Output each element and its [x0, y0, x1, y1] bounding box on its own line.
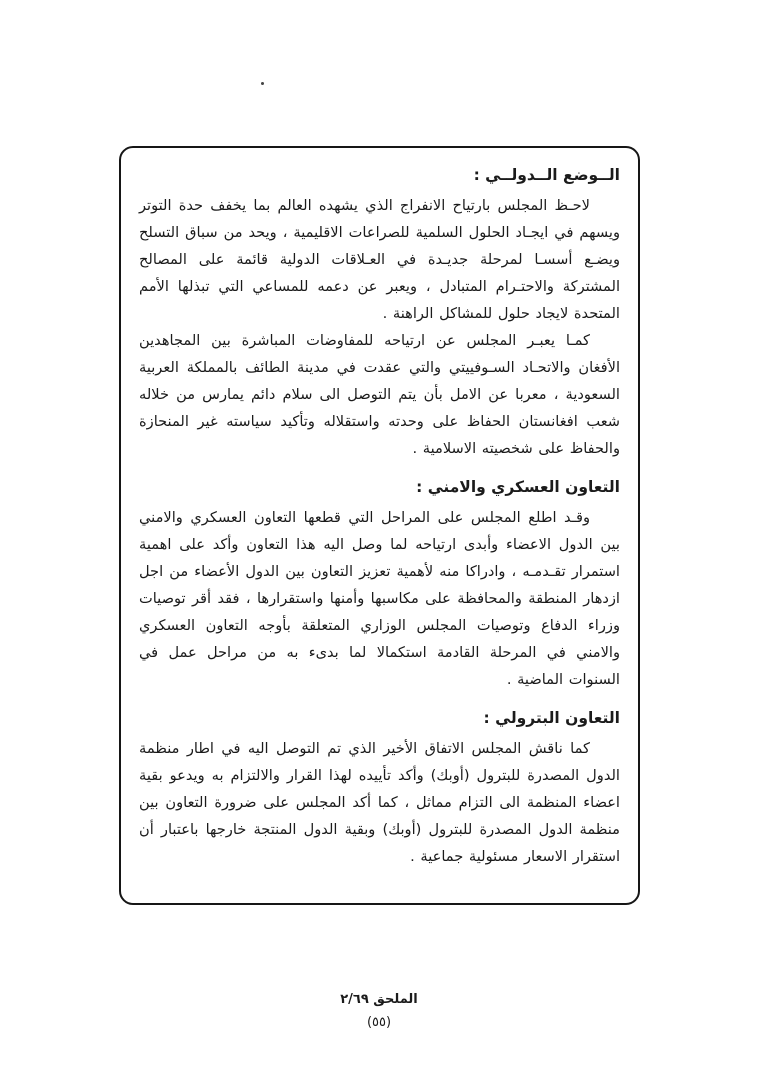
document-frame [119, 146, 640, 905]
paragraph: كما ناقش المجلس الاتفاق الأخير الذي تم التوصل اليه في اطار منظمة الدول المصدرة للبترول (أوبك) وأكد تأييده لهذا القرار والالتزام به ويدعو بقية اعضاء المنظمة الى التزام مماثل ، كما أكد المجلس على ضرورة التعاون بين منظمة الدول المصدرة للبترول (أوبك) وبقية الدول المنتجة خارجها باعتبار أن استقرار الاسعار مسئولية جماعية . [139, 740, 620, 865]
page-number: (٥٥) [366, 1015, 392, 1030]
section-petroleum-cooperation [139, 705, 620, 870]
paragraph: لاحـظ المجلس بارتياح الانفراج الذي يشهده العالم بما يخفف حدة التوتر ويسهم في ايجـاد الحلول السلمية للصراعات الاقليمية ، ويحد من سباق التسلح ويضـع أسسـا لمرحلة جديـدة في العـلاقات الدولية قائمة على المصالح المشتركة والاحتـرام المتبادل ، ويعبر عن دعمه للمساعي التي تبذلها الأمم المتحدة لايجاد حلول للمشاكل الراهنة . [139, 197, 620, 322]
scan-speck [261, 82, 264, 85]
section-heading-military-security: التعاون العسكري والامني : [416, 478, 620, 496]
section-military-security-cooperation [139, 474, 620, 693]
annex-label: الملحق ٢/٦٩ [340, 992, 418, 1007]
section-heading-petroleum: التعاون البترولي : [483, 709, 620, 727]
paragraph: كمـا يعبـر المجلس عن ارتياحه للمفاوضات المباشرة بين المجاهدين الأفغان والاتحـاد السـوفييتي والتي عقدت في مدينة الطائف بالمملكة العربية السعودية ، معربا عن الامل بأن يتم التوصل الى سلام دائم يمارس من خلاله شعب افغانستان الحفاظ على وحدته واستقلاله وتأكيد سياسته غير المنحازة والحفاظ على شخصيته الاسلامية . [139, 332, 620, 457]
section-heading-international: الــوضع الــدولــي : [473, 166, 620, 184]
paragraph: وقـد اطلع المجلس على المراحل التي قطعها التعاون العسكري والامني بين الدول الاعضاء وأبدى ارتياحه لما وصل اليه هذا التعاون وأكد على اهمية استمرار تقـدمـه ، وادراكا منه لأهمية تعزيز التعاون بين الدول الأعضاء من اجل ازدهار المنطقة والمحافظة على مكاسبها وأمنها واستقرارها ، فقد أقر توصيات وزراء الدفاع وتوصيات المجلس الوزاري المتعلقة بأوجه التعاون العسكري والامني في المرحلة القادمة استكمالا لما بدىء به من مراحل عمل في السنوات الماضية . [139, 509, 620, 688]
section-international-situation [139, 162, 620, 462]
